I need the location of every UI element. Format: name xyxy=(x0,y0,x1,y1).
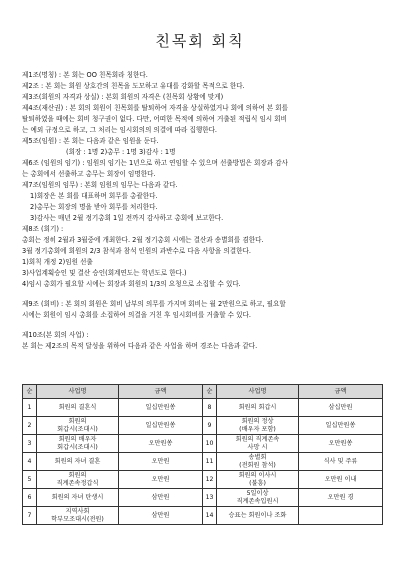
text-line: 총회는 정히 2월과 3월중에 개최한다. 2월 정기총회 시에는 결산과 송별회를 겸한다. xyxy=(22,236,264,244)
table-cell xyxy=(299,507,383,525)
table-cell: 회원의 정상 (배우자 포함) xyxy=(217,417,299,435)
table-cell: 9 xyxy=(203,417,217,435)
table-cell: 삼만원 xyxy=(119,489,203,507)
table-body xyxy=(23,399,383,525)
paragraph-gap xyxy=(22,290,387,299)
table-header-cell: 사업명 xyxy=(217,385,299,399)
table-cell: 일십만원쏭 xyxy=(119,417,203,435)
table-row xyxy=(23,507,383,525)
table-cell: 회원의 회갑시(조대시) xyxy=(37,417,119,435)
bylaws-body xyxy=(22,70,387,352)
table-cell: 회원의 배우자 회갑시(조대시) xyxy=(37,435,119,453)
document-title: 친목회 회칙 xyxy=(155,32,245,50)
table-cell: 지역사회 학부모조대시(전원) xyxy=(37,507,119,525)
text-line: 1)회칙 개정 2)임원 선출 xyxy=(22,258,93,266)
table-row xyxy=(23,399,383,417)
table-header-cell: 순 xyxy=(203,385,217,399)
text-line: 4)임시 총회가 필요할 시에는 회장과 회원의 1/3의 요청으로 소집할 수 있다. xyxy=(22,280,241,288)
table-cell: 회원의 회갑시 xyxy=(217,399,299,417)
text-line: 제9조 (회비) : 본 회의 회원은 회비 납부의 의무를 가지며 회비는 월 2만원으로 하고, 필요할 xyxy=(22,300,286,308)
table-cell: 삼십만원 xyxy=(299,399,383,417)
text-line: 본 회는 제2조의 목적 달성을 위하여 다음과 같은 사업을 하며 경조는 다음과 같다. xyxy=(22,342,258,350)
table-cell: 오만원쏭 xyxy=(119,435,203,453)
table-cell: 3 xyxy=(23,435,37,453)
table-cell: 1 xyxy=(23,399,37,417)
table-header-cell: 금액 xyxy=(119,385,203,399)
table-cell: 회원의 이사시 (불흥) xyxy=(217,471,299,489)
table-row xyxy=(23,489,383,507)
table-header-row xyxy=(23,385,383,399)
text-line: 제10조(본 회의 사업) : xyxy=(22,331,89,339)
text-line: 시에는 회원이 임시 총회를 소집하여 의결을 거친 후 임시회비를 거출할 수 있다. xyxy=(22,311,251,319)
text-line: 3)사업계획승인 및 결산 승인(회계연도는 학년도로 한다.) xyxy=(22,269,187,277)
table-row xyxy=(23,453,383,471)
table-cell: 오만원 xyxy=(119,453,203,471)
text-line: 제6조 (임원의 임기) : 임원의 임기는 1년으로 하고 연임할 수 있으며 선출방법은 회장과 감사 xyxy=(22,159,288,167)
table-cell: 일십만원쏭 xyxy=(119,399,203,417)
text-line: 는 총회에서 선출하고 총무는 회장이 임명한다. xyxy=(22,170,156,178)
table-cell: 14 xyxy=(203,507,217,525)
table-cell: 2 xyxy=(23,417,37,435)
table-cell: 회원의 결혼식 xyxy=(37,399,119,417)
table-cell: 5 xyxy=(23,471,37,489)
table-cell: 11 xyxy=(203,453,217,471)
table-cell: 승표는 회원이나 조화 xyxy=(217,507,299,525)
table-cell: 5일이상 직계존속입원시 xyxy=(217,489,299,507)
table-cell: 12 xyxy=(203,471,217,489)
table-row xyxy=(23,471,383,489)
table-cell: 식사 및 주류 xyxy=(299,453,383,471)
text-line: 제4조(재산권) : 본 회의 회원이 친목회를 탈퇴하여 자격을 상실하였거나 회에 의하여 본 회를 xyxy=(22,104,289,112)
table-cell: 6 xyxy=(23,489,37,507)
table-cell: 7 xyxy=(23,507,37,525)
text-line: 3)감사는 매년 2월 정기총회 1일 전까지 감사하고 총회에 보고한다. xyxy=(30,214,224,222)
table-cell: 10 xyxy=(203,435,217,453)
table-cell: 오만원 xyxy=(119,471,203,489)
table-cell: 일십만원쏭 xyxy=(299,417,383,435)
text-line: 2)총무는 회장의 명을 받아 회무를 처리한다. xyxy=(30,203,158,211)
table-cell: 13 xyxy=(203,489,217,507)
table-cell: 오만원쏭 xyxy=(299,435,383,453)
table-cell: 오만원 경 xyxy=(299,489,383,507)
table-cell: 회원의 직계존속정갑식 xyxy=(37,471,119,489)
text-line: 는 예외 규정으로 하고, 그 처리는 임시회의의 의결에 따라 집행한다. xyxy=(22,126,218,134)
table-row xyxy=(23,417,383,435)
table-header-cell: 금액 xyxy=(299,385,383,399)
table-cell: 4 xyxy=(23,453,37,471)
text-line: 제5조(임원) : 본 회는 다음과 같은 임원을 둔다. xyxy=(22,137,159,145)
table-row xyxy=(23,435,383,453)
text-line: 탈퇴하였을 때에는 회비 청구권이 없다. 다만, 어떠한 목적에 의하여 거출된 적립식 임시 회비 xyxy=(22,115,288,123)
text-line: (회장 : 1명 2)총무 : 1명 3)감사 : 1명 xyxy=(66,148,176,156)
table-cell: 8 xyxy=(203,399,217,417)
table-cell: 오만원 이내 xyxy=(299,471,383,489)
table-cell: 회원의 직계존속 사망 시 xyxy=(217,435,299,453)
text-line: 제1조(명칭) : 본 회는 OO 친목회라 칭한다. xyxy=(22,71,148,79)
text-line: 제8조 (회기) : xyxy=(22,225,64,233)
table-cell: 삼만원 xyxy=(119,507,203,525)
text-line: 3월 정기총회에 회원의 2/3 참석과 참석 인원의 과반수로 다음 사항을 의결한다. xyxy=(22,247,251,255)
text-line: 1)회장은 본 회를 대표하며 회무를 총괄한다. xyxy=(30,192,158,200)
table-cell: 송별회 (전회원 참석) xyxy=(217,453,299,471)
table-header-cell: 사업명 xyxy=(37,385,119,399)
text-line: 제3조(회원의 자격과 상실) : 본회 회원의 자격은 (친목회 상황에 맞게) xyxy=(22,93,224,101)
text-line: 제7조(임원의 임무) : 본회 임원의 임무는 다음과 같다. xyxy=(22,181,178,189)
table-cell: 회원의 자녀 결혼 xyxy=(37,453,119,471)
table-cell: 회원의 자녀 탄생시 xyxy=(37,489,119,507)
table-header-cell: 순 xyxy=(23,385,37,399)
business-table xyxy=(22,384,383,525)
paragraph-gap xyxy=(22,321,387,330)
text-line: 제2조 : 본 회는 회원 상호간의 친목을 도모하고 유대를 강화할 목적으로 한다. xyxy=(22,82,245,90)
